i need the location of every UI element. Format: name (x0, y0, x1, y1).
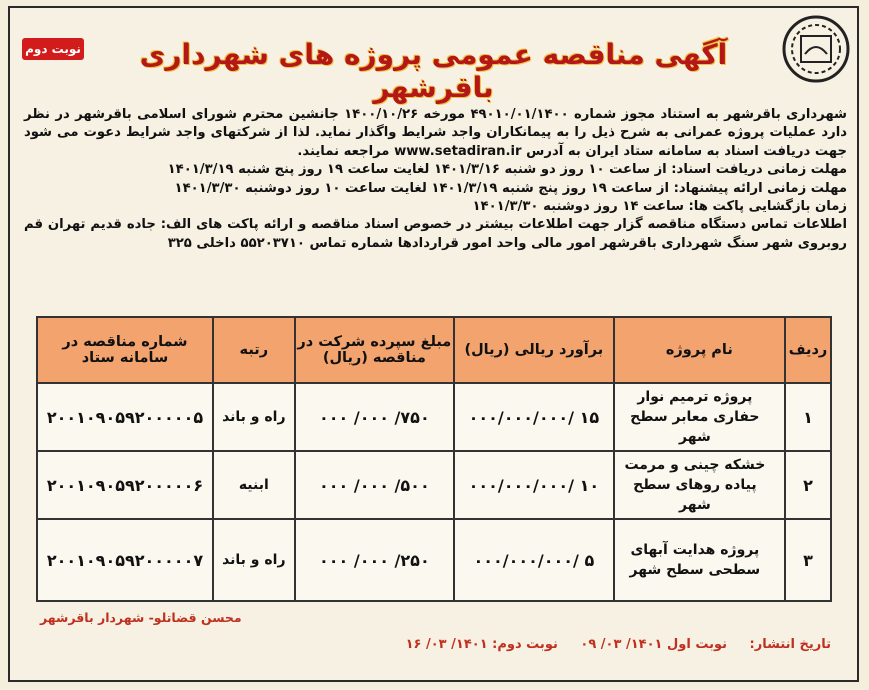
contact-info: اطلاعات تماس دستگاه مناقصه گزار جهت اطلاعات بیشتر در خصوص اسناد مناقصه و ارائه پاکت های الف: جاده قدیم تهران قم روبروی شهر سنگ شهرداری باقرشهر امور مالی واحد امور قراردادها شماره تماس ۵۵۲۰۳۷۱۰ داخلی ۳۲۵ (24, 217, 847, 251)
tender-number: ۲۰۰۱۰۹۰۵۹۲۰۰۰۰۰۷ (37, 519, 213, 601)
publish-dates (388, 637, 831, 652)
tender-table (36, 316, 832, 602)
estimate-value: ۵ /۰۰۰/۰۰۰/۰۰۰ (454, 519, 614, 601)
publish-label: تاریخ انتشار: (749, 637, 831, 652)
project-name: پروژه هدایت آبهای سطحی سطح شهر (614, 519, 785, 601)
table-row (37, 519, 831, 601)
deposit-value: ۷۵۰/ ۰۰۰/ ۰۰۰ (295, 383, 454, 451)
grade-value: راه و باند (213, 383, 295, 451)
project-name: خشکه چینی و مرمت پیاده روهای سطح شهر (614, 451, 785, 519)
notice-title: آگهی مناقصه عمومی پروژه های شهرداری باقرشهر (139, 38, 728, 104)
opening-time: زمان بازگشایی پاکت ها: ساعت ۱۴ روز دوشنبه ۱۴۰۱/۳/۳۰ (472, 199, 847, 215)
round-badge: نوبت دوم (22, 38, 84, 60)
grade-value: ابنیه (213, 451, 295, 519)
col-grade: رتبه (213, 317, 295, 383)
first-round-date: نوبت اول ۱۴۰۱/ ۰۳/ ۰۹ (580, 637, 727, 652)
col-deposit: مبلغ سپرده شرکت در مناقصه (ریال) (295, 317, 454, 383)
project-name: پروژه ترمیم نوار حفاری معابر سطح شهر (614, 383, 785, 451)
row-number: ۱ (785, 383, 831, 451)
notice-header (10, 8, 857, 104)
grade-value: راه و باند (213, 519, 295, 601)
intro-paragraph: شهرداری باقرشهر به استناد مجوز شماره ۴۹۰۱۰/۰۱/۱۴۰۰ مورخه ۱۴۰۰/۱۰/۲۶ جانشین محترم شورای اسلامی باقرشهر در نظر دارد عملیات پروژه عمرانی به شرح ذیل را به پیمانکاران واجد شرایط واگذار نماید. لذا از شرکتهای واجد شرایط دعوت می شود جهت دریافت اسناد به سامانه ستاد ایران به آدرس www.setadiran.ir مراجعه نمایند. (24, 107, 847, 159)
website-link[interactable]: www.setadiran.ir (394, 143, 522, 159)
municipality-logo-icon (781, 14, 851, 84)
deposit-value: ۲۵۰/ ۰۰۰/ ۰۰۰ (295, 519, 454, 601)
row-number: ۲ (785, 451, 831, 519)
notice-body (24, 106, 847, 253)
col-row-number: ردیف (785, 317, 831, 383)
documents-deadline: مهلت زمانی دریافت اسناد: از ساعت ۱۰ روز دو شنبه ۱۴۰۱/۳/۱۶ لغایت ساعت ۱۹ روز پنج شنبه ۱۴۰۱/۳/۱۹ (167, 162, 847, 178)
estimate-value: ۱۰ /۰۰۰/۰۰۰/۰۰۰ (454, 451, 614, 519)
table-row (37, 383, 831, 451)
mayor-signature: محسن قضاتلو- شهردار باقرشهر (40, 610, 242, 625)
table-header-row (37, 317, 831, 383)
table-row (37, 451, 831, 519)
second-round-date: نوبت دوم: ۱۴۰۱/ ۰۳/ ۱۶ (405, 637, 558, 652)
col-estimate: برآورد ریالی (ریال) (454, 317, 614, 383)
row-number: ۳ (785, 519, 831, 601)
estimate-value: ۱۵ /۰۰۰/۰۰۰/۰۰۰ (454, 383, 614, 451)
col-tender-number: شماره مناقصه در سامانه ستاد (37, 317, 213, 383)
tender-number: ۲۰۰۱۰۹۰۵۹۲۰۰۰۰۰۵ (37, 383, 213, 451)
col-project-name: نام پروژه (614, 317, 785, 383)
deposit-value: ۵۰۰/ ۰۰۰/ ۰۰۰ (295, 451, 454, 519)
tender-number: ۲۰۰۱۰۹۰۵۹۲۰۰۰۰۰۶ (37, 451, 213, 519)
proposal-deadline: مهلت زمانی ارائه پیشنهاد: از ساعت ۱۹ روز پنج شنبه ۱۴۰۱/۳/۱۹ لغایت ساعت ۱۰ روز دوشنبه ۱۴۰۱/۳/۳۰ (174, 180, 847, 196)
